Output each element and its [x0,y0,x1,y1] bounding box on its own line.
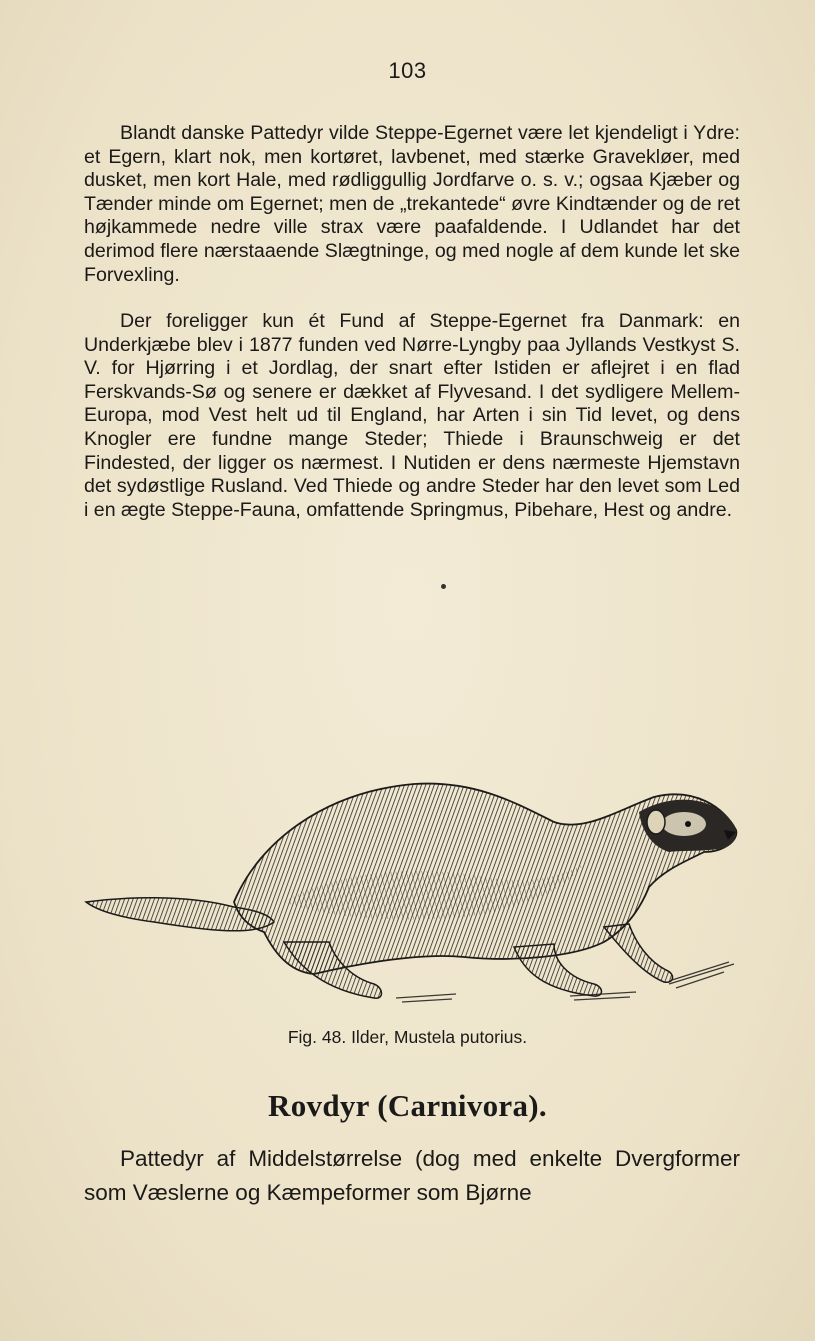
paragraph-3 [84,1142,740,1210]
polecat-illustration [84,752,744,1017]
paragraph-2-text: Der foreligger kun ét Fund af Steppe-Egernet fra Danmark: en Underkjæbe blev i 1877 funden ved Nørre-Lyngby paa Jyllands Vestkyst S. V. for Hjørring i et Jordlag, der snart efter Istiden er aflejret i en flad Ferskvands-Sø og senere er dækket af Flyvesand. I det sydligere Mellem-Europa, mod Vest helt ud til England, har Arten i sin Tid levet, og dens Knogler ere fundne mange Steder; Thiede i Braunschweig er det Findested, der ligger os nærmest. I Nutiden er dens nærmeste Hjemstavn det sydøstlige Rusland. Ved Thiede og andre Steder har den levet som Led i en ægte Steppe-Fauna, omfattende Springmus, Pibehare, Hest og andre. [84,310,740,521]
section-heading: Rovdyr (Carnivora). [268,1088,547,1123]
paragraph-2 [84,310,740,522]
page-number: 103 [388,58,427,83]
eye [685,821,691,827]
face-mask [662,812,706,836]
paragraph-1 [84,122,740,287]
paragraph-3-text: Pattedyr af Middelstørrelse (dog med enkelte Dvergformer som Væslerne og Kæmpeformer som Bjørne [84,1146,740,1205]
ink-speck [441,584,446,589]
ear [647,810,665,834]
front-paw [604,924,673,982]
figure-caption: Fig. 48. Ilder, Mustela putorius. [287,1027,528,1047]
paragraph-1-text: Blandt danske Pattedyr vilde Steppe-Egernet være let kjendeligt i Ydre: et Egern, klart nok, men kortøret, lavbenet, med stærke Gravekløer, med dusket, men kort Hale, med rødliggullig Jordfarve o. s. v.; ogsaa Kjæber og Tænder minde om Egernet; men de „trekantede“ øvre Kindtænder og de ret højkammede nedre ville strax være paafaldende. I Udlandet har det derimod flere nærstaaende Slægtninge, og med nogle af dem kunde let ske Forvexling. [84,122,740,286]
